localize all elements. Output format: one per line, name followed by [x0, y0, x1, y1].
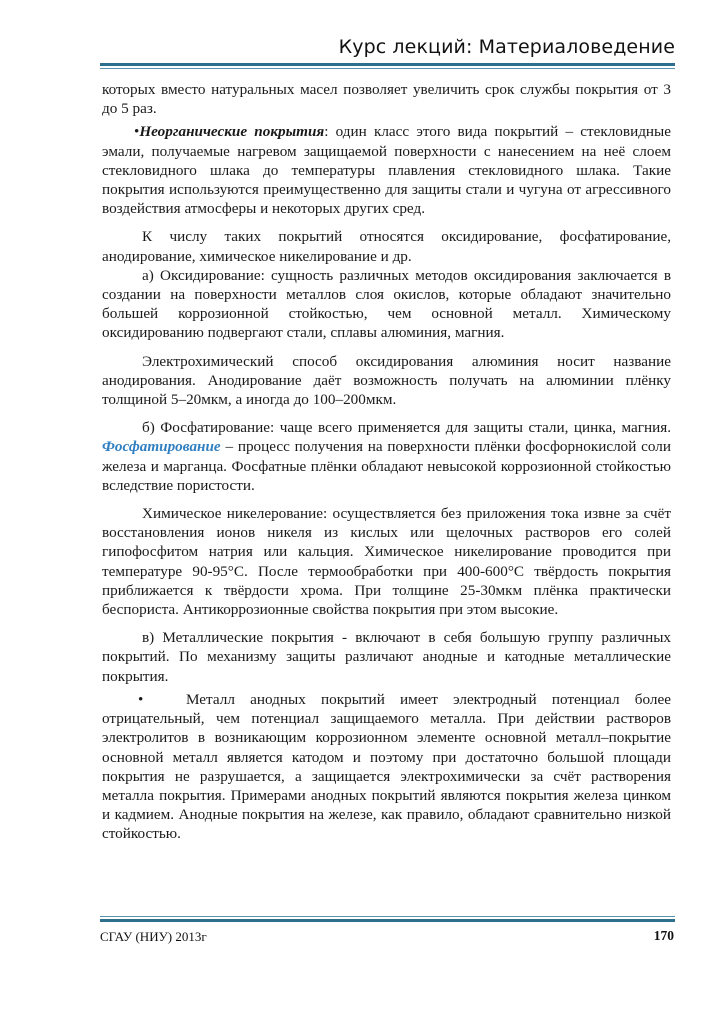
- term-phosphating-link[interactable]: Фосфатирование: [102, 438, 221, 456]
- page-body: [102, 80, 671, 844]
- paragraph-continuation: которых вместо натуральных масел позволяет увеличить срок службы покрытия от 3 до 5 раз.: [102, 81, 671, 118]
- paragraph-text: Металл анодных покрытий имеет электродный потенциал более отрицательный, чем потенциал защищаемого металла. При действии растворов электролитов в возникающим коррозионном элементе основной металл–покрытие основной металл является катодом и поэтому при достаточно большой площади покрытия не разрушается, а защищается электрохимически за счёт растворения металла покрытия. Примерами анодных покрытий являются покрытия железа цинком и кадмием. Анодные покрытия на железе, как правило, обладают сравнительно низкой стойкостью.: [102, 690, 671, 843]
- page-number: 170: [653, 928, 674, 943]
- bullet-icon: •: [134, 123, 140, 141]
- paragraph-phosphating: [102, 418, 671, 495]
- footer-rule-thick: [100, 919, 675, 922]
- paragraph-coating-types: К числу таких покрытий относятся оксидирование, фосфатирование, анодирование, химическое никелирование и др.: [102, 228, 671, 265]
- paragraph-inorganic-coatings: [102, 122, 671, 218]
- paragraph-text: – процесс получения на поверхности плёнки фосфорнокислой соли железа и марганца. Фосфатные плёнки обладают невысокой коррозионной стойкостью вследствие пористости.: [102, 438, 671, 494]
- paragraph-metallic-coatings: в) Металлические покрытия - включают в себя большую группу различных покрытий. По механизму защиты различают анодные и катодные металлические покрытия.: [102, 629, 671, 685]
- footer-institution: СГАУ (НИУ) 2013г: [100, 929, 207, 944]
- paragraph-oxidation: а) Оксидирование: сущность различных методов оксидирования заключается в создании на поверхности металлов слоя окислов, которые обладают значительно большей коррозионной стойкостью, чем основной металл. Химическому оксидированию подвергают стали, сплавы алюминия, магния.: [102, 266, 671, 342]
- paragraph-text: : один класс этого вида покрытий – стекловидные эмали, получаемые нагревом защищаемой поверхности с нанесением на неё слоем стекловидного шлака до температуры плавления стекловидного шлака. Такие покрытия используются преимущественно для защиты стали и чугуна от агрессивного воздействия атмосферы и некоторых других сред.: [102, 123, 671, 218]
- term-inorganic-coatings: Неорганические покрытия: [139, 123, 325, 141]
- header-rule-thin: [100, 68, 675, 69]
- paragraph-anodizing: Электрохимический способ оксидирования алюминия носит название анодирования. Анодирование даёт возможность получать на алюминии плёнку толщиной 5–20мкм, а иногда до 100–200мкм.: [102, 352, 671, 409]
- paragraph-anodic-coatings: [102, 690, 671, 844]
- footer-rule-thin: [100, 916, 675, 917]
- paragraph-text: б) Фосфатирование: чаще всего применяется для защиты стали, цинка, магния.: [142, 419, 671, 437]
- paragraph-nickel-plating: Химическое никелерование: осуществляется без приложения тока извне за счёт восстановления ионов никеля из кислых или щелочных растворов его солей гипофосфитом натрия или кальция. Химическое никелирование проводится при температуре 90-95°С. После термообработки при 400-600°С твёрдость покрытия приближается к твёрдости хрома. При толщине 25-30мкм плёнка практически беспориста. Антикоррозионные свойства покрытия при этом высокие.: [102, 505, 671, 619]
- header-rule-thick: [100, 63, 675, 66]
- bullet-icon: •: [138, 690, 144, 708]
- page-title: Курс лекций: Материаловедение: [338, 36, 675, 58]
